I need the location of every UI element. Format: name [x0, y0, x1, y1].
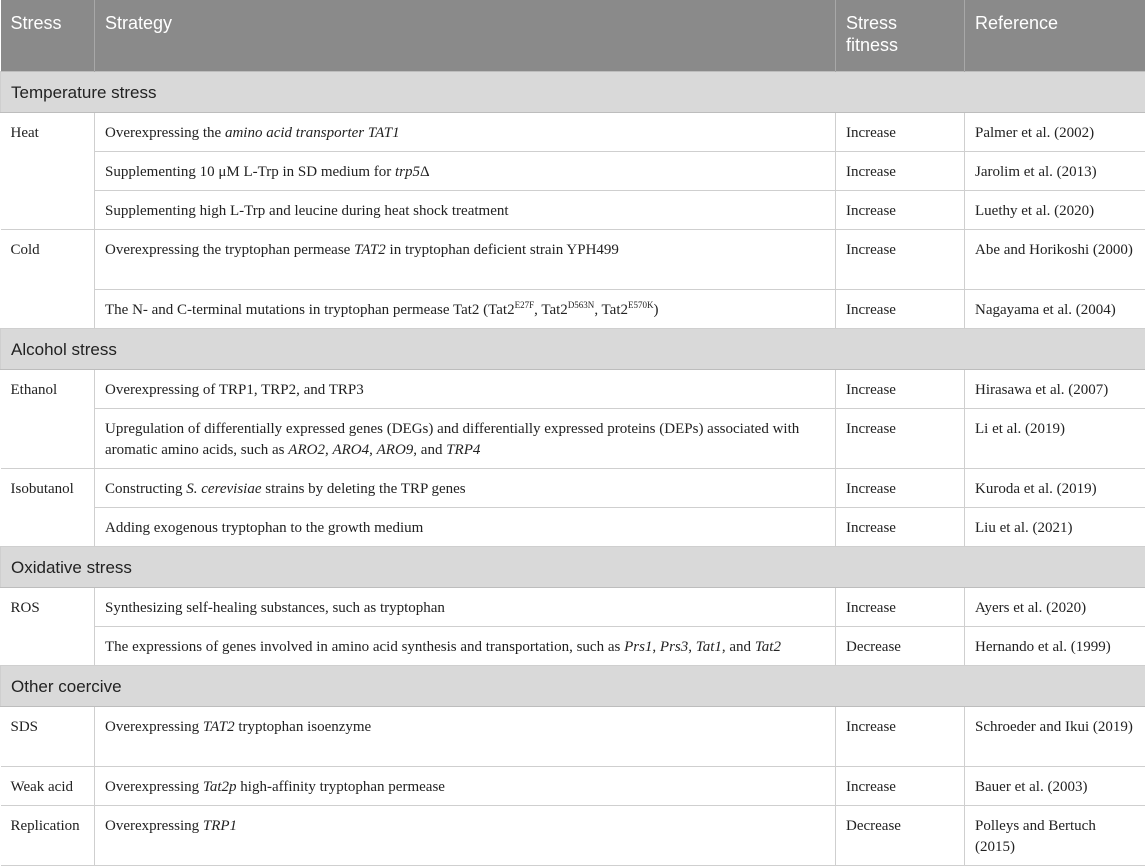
table-row	[1, 588, 1145, 627]
fitness-cell: Increase	[836, 230, 965, 290]
fitness-cell: Increase	[836, 469, 965, 508]
strategy-cell: Overexpressing the tryptophan permease TAT2 in tryptophan deficient strain YPH499	[95, 230, 836, 290]
fitness-cell: Increase	[836, 409, 965, 469]
fitness-cell: Decrease	[836, 627, 965, 666]
strategy-cell: Constructing S. cerevisiae strains by deleting the TRP genes	[95, 469, 836, 508]
reference-cell: Kuroda et al. (2019)	[965, 469, 1145, 508]
strategy-cell: Overexpressing Tat2p high-affinity tryptophan permease	[95, 767, 836, 806]
reference-cell: Ayers et al. (2020)	[965, 588, 1145, 627]
section-other: Other coercive	[1, 666, 1145, 707]
strategy-cell: Synthesizing self-healing substances, such as tryptophan	[95, 588, 836, 627]
strategy-cell: Upregulation of differentially expressed genes (DEGs) and differentially expressed proteins (DEPs) associated with aromatic amino acids, such as ARO2, ARO4, ARO9, and TRP4	[95, 409, 836, 469]
fitness-cell: Increase	[836, 588, 965, 627]
table-row	[1, 230, 1145, 290]
section-row	[1, 666, 1145, 707]
header-strategy: Strategy	[95, 0, 836, 72]
reference-cell: Palmer et al. (2002)	[965, 113, 1145, 152]
fitness-cell: Increase	[836, 767, 965, 806]
reference-cell: Li et al. (2019)	[965, 409, 1145, 469]
header-reference: Reference	[965, 0, 1145, 72]
strategy-cell: The N- and C-terminal mutations in tryptophan permease Tat2 ($Tat2^{E27F}$, $Tat2^{D563N}$, $Tat2^{E570K}$)	[95, 290, 836, 329]
strategy-cell: Supplementing 10 μM L-Trp in SD medium for trp5Δ	[95, 152, 836, 191]
table-row	[1, 627, 1145, 666]
strategy-cell: Adding exogenous tryptophan to the growth medium	[95, 508, 836, 547]
table-row	[1, 152, 1145, 191]
table-row	[1, 113, 1145, 152]
section-row	[1, 72, 1145, 113]
header-row	[1, 0, 1145, 72]
reference-cell: Hirasawa et al. (2007)	[965, 370, 1145, 409]
table-row	[1, 290, 1145, 329]
table-row	[1, 508, 1145, 547]
stress-cell: Ethanol	[1, 370, 95, 469]
strategy-cell: Overexpressing of TRP1, TRP2, and TRP3	[95, 370, 836, 409]
stress-cell: Heat	[1, 113, 95, 230]
reference-cell: Jarolim et al. (2013)	[965, 152, 1145, 191]
reference-cell: Hernando et al. (1999)	[965, 627, 1145, 666]
strategy-cell: Overexpressing the amino acid transporter TAT1	[95, 113, 836, 152]
table-row	[1, 767, 1145, 806]
reference-cell: Polleys and Bertuch (2015)	[965, 806, 1145, 866]
stress-cell: Isobutanol	[1, 469, 95, 547]
stress-cell: ROS	[1, 588, 95, 666]
fitness-cell: Increase	[836, 290, 965, 329]
table-row	[1, 409, 1145, 469]
reference-cell: Bauer et al. (2003)	[965, 767, 1145, 806]
stress-cell: SDS	[1, 707, 95, 767]
reference-cell: Abe and Horikoshi (2000)	[965, 230, 1145, 290]
fitness-cell: Increase	[836, 707, 965, 767]
strategy-cell: Overexpressing TAT2 tryptophan isoenzyme	[95, 707, 836, 767]
header-stress-fitness: Stress fitness	[836, 0, 965, 72]
table-row	[1, 469, 1145, 508]
table-row	[1, 707, 1145, 767]
header-stress: Stress	[1, 0, 95, 72]
stress-cell: Replication	[1, 806, 95, 866]
reference-cell: Schroeder and Ikui (2019)	[965, 707, 1145, 767]
fitness-cell: Increase	[836, 152, 965, 191]
fitness-cell: Increase	[836, 191, 965, 230]
section-alcohol: Alcohol stress	[1, 329, 1145, 370]
stress-cell: Weak acid	[1, 767, 95, 806]
section-row	[1, 329, 1145, 370]
table-row	[1, 370, 1145, 409]
fitness-cell: Increase	[836, 113, 965, 152]
reference-cell: Liu et al. (2021)	[965, 508, 1145, 547]
table-row	[1, 806, 1145, 866]
strategy-cell: Supplementing high L-Trp and leucine during heat shock treatment	[95, 191, 836, 230]
stress-cell: Cold	[1, 230, 95, 329]
strategy-cell: The expressions of genes involved in amino acid synthesis and transportation, such as Prs1, Prs3, Tat1, and Tat2	[95, 627, 836, 666]
strategy-cell: Overexpressing TRP1	[95, 806, 836, 866]
section-temperature: Temperature stress	[1, 72, 1145, 113]
section-row	[1, 547, 1145, 588]
reference-cell: Nagayama et al. (2004)	[965, 290, 1145, 329]
fitness-cell: Increase	[836, 370, 965, 409]
fitness-cell: Decrease	[836, 806, 965, 866]
fitness-cell: Increase	[836, 508, 965, 547]
section-oxidative: Oxidative stress	[1, 547, 1145, 588]
table-row	[1, 191, 1145, 230]
reference-cell: Luethy et al. (2020)	[965, 191, 1145, 230]
